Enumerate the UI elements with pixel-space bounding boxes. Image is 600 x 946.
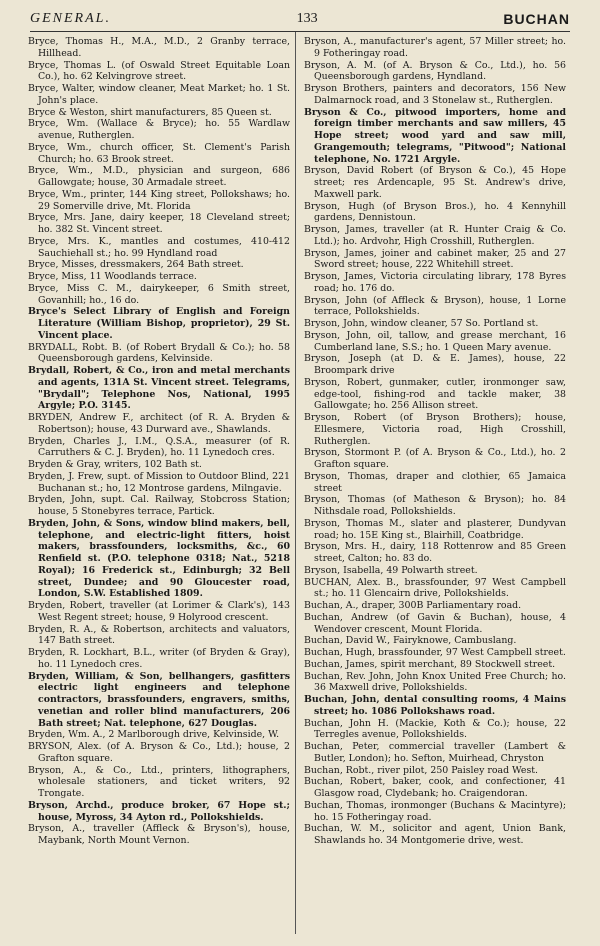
directory-entry: Bryson & Co., pitwood importers, home and foreign timber merchants and saw millers, 45 Hope street; wood yard and saw mill, Grangemouth; telegrams, "Pitwood"; National telephone, No. 1721 Argyle. [304,106,566,165]
directory-entry: Bryson Brothers, painters and decorators, 156 New Dalmarnock road, and 3 Stonelaw st., Rutherglen. [304,83,566,106]
directory-entry: Bryson, Thomas (of Matheson & Bryson); ho. 84 Nithsdale road, Pollokshields. [304,494,566,517]
directory-entry: Bryden & Gray, writers, 102 Bath st. [28,459,202,470]
directory-entry: Bryson, A. M. (of A. Bryson & Co., Ltd.), ho. 56 Queensborough gardens, Hyndland. [304,59,566,83]
directory-entry: Bryson, A., & Co., Ltd., printers, lithographers, wholesale stationers, and ticket writers, 92 Trongate. [28,764,290,799]
directory-entry: Buchan, Peter, commercial traveller (Lambert & Butler, London); ho. Sefton, Muirhead, Chryston [304,741,566,764]
directory-entry: Bryson, Mrs. H., dairy, 118 Rottenrow and 85 Green street, Calton; ho. 83 do. [304,541,566,564]
directory-entry: Bryden, J. Frew, supt. of Mission to Outdoor Blind, 221 Buchanan st.; ho, 12 Montrose gardens, Milngavie. [28,470,290,494]
running-head: BUCHAN [503,11,570,27]
directory-entry: Buchan, Thomas, ironmonger (Buchans & Macintyre); ho. 15 Fotheringay road. [304,799,566,823]
directory-entry: Buchan, Robert, baker, cook, and confectioner, 41 Glasgow road, Clydebank; ho. Craigendoran. [304,776,566,799]
column-divider [295,32,296,934]
page-number: 133 [296,11,318,26]
directory-entry: Bryce, Misses, dressmakers, 264 Bath street. [28,259,244,271]
header-rule [30,31,570,32]
directory-entry: Bryson, Isabella, 49 Polwarth street. [304,564,478,576]
directory-entry: Bryson, David Robert (of Bryson & Co.), 45 Hope street; res Ardencaple, 95 St. Andrew's drive, Maxwell park. [304,165,566,200]
directory-entry: Bryden, Wm. A., 2 Marlborough drive, Kelvinside, W. [28,729,280,741]
directory-entry: Bryce's Select Library of English and Foreign Literature (William Bishop, proprietor), 29 St. Vincent place. [28,306,290,341]
directory-entry: Bryden, Robert, traveller (at Lorimer & Clark's), 143 West Regent street; house, 9 Holyrood crescent. [28,600,290,623]
directory-entry: Bryson, Thomas, draper and clothier, 65 Jamaica street [304,470,566,494]
directory-entry: Bryson, Hugh (of Bryson Bros.), ho. 4 Kennyhill gardens, Dennistoun. [304,200,566,224]
directory-entry: Bryden, John, supt. Cal. Railway, Stobcross Station; house, 5 Stonebyres terrace, Partick. [28,494,290,517]
directory-entry: BRYSON, Alex. (of A. Bryson & Co., Ltd.); house, 2 Grafton square. [28,741,290,764]
directory-entry: Bryce, Wm. (Wallace & Bryce); ho. 55 Wardlaw avenue, Rutherglen. [28,118,290,141]
directory-entry: Bryce, Thomas L. (of Oswald Street Equitable Loan Co.), ho. 62 Kelvingrove street. [28,59,290,83]
directory-entry: Bryden, R. Lockhart, B.L., writer (of Bryden & Gray), ho. 11 Lynedoch cres. [28,647,290,670]
directory-entry: Buchan, Rev. John, John Knox United Free Church; ho. 36 Maxwell drive, Pollokshields. [304,670,566,694]
directory-entry: Bryson, John (of Affleck & Bryson), house, 1 Lorne terrace, Pollokshields. [304,294,566,318]
directory-entry: Bryson, John, window cleaner, 57 So. Portland st. [304,318,539,329]
directory-entry: Bryden, Charles J., I.M., Q.S.A., measurer (of R. Carruthers & C. J. Bryden), ho. 11 Lynedoch cres. [28,435,290,459]
directory-entry: Buchan, A., draper, 300B Parliamentary road. [304,600,522,611]
directory-entry: Bryce, Wm., church officer, St. Clement's Parish Church; ho. 63 Brook street. [28,141,290,165]
directory-entry: Bryden, R. A., & Robertson, architects and valuators, 147 Bath street. [28,623,290,647]
directory-entry: Bryson, A., traveller (Affleck & Bryson's), house, Maybank, North Mount Vernon. [28,823,290,846]
right-column [304,36,566,847]
directory-entry: Buchan, W. M., solicitor and agent, Union Bank, Shawlands ho. 34 Montgomerie drive, west. [304,823,566,846]
directory-entry: Buchan, John, dental consulting rooms, 4 Mains street; ho. 1086 Pollokshaws road. [304,694,566,717]
directory-entry: BRYDALL, Robt. B. (of Robert Brydall & Co.); ho. 58 Queensborough gardens, Kelvinside. [28,341,290,365]
directory-entry: Bryson, Stormont P. (of A. Bryson & Co., Ltd.), ho. 2 Grafton square. [304,447,566,470]
directory-entry: Bryson, Archd., produce broker, 67 Hope st.; house, Myross, 34 Ayton rd., Pollokshields. [28,799,290,823]
directory-entry: Bryson, John, oil, tallow, and grease merchant, 16 Cumberland lane, S.S.; ho. 1 Queen Mary avenue. [304,329,566,353]
directory-entry: Bryce, Wm., M.D., physician and surgeon, 686 Gallowgate; house, 30 Armadale street. [28,165,290,188]
left-column [28,36,290,847]
directory-entry: Bryce, Mrs. Jane, dairy keeper, 18 Cleveland street; ho. 382 St. Vincent street. [28,212,290,235]
directory-entry: Bryson, Thomas M., slater and plasterer, Dundyvan road; ho. 15E King st., Blairhill, Coatbridge. [304,517,566,541]
directory-entry: Bryce, Walter, window cleaner, Meat Market; ho. 1 St. John's place. [28,83,290,106]
directory-entry: Bryce, Mrs. K., mantles and costumes, 410-412 Sauchiehall st.; ho. 99 Hyndland road [28,235,290,259]
directory-entry: Bryson, James, Victoria circulating library, 178 Byres road; ho. 176 do. [304,271,566,294]
directory-entry: Brydall, Robert, & Co., iron and metal merchants and agents, 131A St. Vincent street. Telegrams, "Brydall"; Telephone Nos, National, 1995 Argyle; P.O. 3145. [28,365,290,412]
directory-entry: Bryden, John, & Sons, window blind makers, bell, telephone, and electric-light fitters, hoist makers, brassfounders, locksmiths, &c., 60 Renfield st. (P.O. telephone 0318; Nat., 5218 Royal); 16 Frederick st., Edinburgh; 32 Bell street, Dundee; and 90 Gloucester road, London, S.W. Established 1809. [28,517,290,600]
directory-entry: Bryden, William, & Son, bellhangers, gasfitters electric light engineers and telephone contractors, brassfounders, engravers, smiths, venetian and roller blind manufacturers, 206 Bath street; Nat. telephone, 627 Douglas. [28,670,290,729]
directory-entry: Bryson, Robert (of Bryson Brothers); house, Ellesmere, Victoria road, High Crosshill, Rutherglen. [304,412,566,447]
section-title: GENERAL. [30,11,111,26]
directory-entry: Bryce, Miss, 11 Woodlands terrace. [28,271,197,282]
directory-entry: Bryson, Joseph (at D. & E. James), house, 22 Broompark drive [304,353,566,376]
directory-entry: BRYDEN, Andrew F., architect (of R. A. Bryden & Robertson); house, 43 Durward ave., Shawlands. [28,412,290,435]
directory-entry: BUCHAN, Alex. B., brassfounder, 97 West Campbell st.; ho. 11 Glencairn drive, Pollokshields. [304,576,566,600]
directory-entry: Bryce & Weston, shirt manufacturers, 85 Queen st. [28,106,272,118]
directory-entry: Buchan, Robt., river pilot, 250 Paisley road West. [304,764,539,776]
directory-entry: Buchan, David W., Fairyknowe, Cambuslang. [304,635,517,647]
directory-entry: Bryce, Thomas H., M.A., M.D., 2 Granby terrace, Hillhead. [28,36,290,59]
directory-entry: Bryce, Wm., printer, 144 King street, Pollokshaws; ho. 29 Somerville drive, Mt. Florida [28,188,290,212]
directory-entry: Buchan, James, spirit merchant, 89 Stockwell street. [304,658,556,670]
directory-entry: Bryce, Miss C. M., dairykeeper, 6 Smith street, Govanhill; ho., 16 do. [28,282,290,306]
directory-entry: Buchan, John H. (Mackie, Koth & Co.); house, 22 Terregles avenue, Pollokshields. [304,717,566,741]
directory-entry: Bryson, James, joiner and cabinet maker, 25 and 27 Sword street; house, 222 Whitehill street. [304,247,566,271]
directory-entry: Bryson, James, traveller (at R. Hunter Craig & Co. Ltd.); ho. Ardvohr, High Crosshill, Rutherglen. [304,224,566,247]
directory-entry: Buchan, Hugh, brassfounder, 97 West Campbell street. [304,647,566,658]
directory-entry: Buchan, Andrew (of Gavin & Buchan), house, 4 Wendover crescent, Mount Florida. [304,611,566,635]
directory-entry: Bryson, A., manufacturer's agent, 57 Miller street; ho. 9 Fotheringay road. [304,36,566,59]
directory-entry: Bryson, Robert, gunmaker, cutler, ironmonger saw, edge-tool, fishing-rod and tackle maker, 38 Gallowgate; ho. 256 Allison street. [304,376,566,412]
page-header [30,8,570,30]
